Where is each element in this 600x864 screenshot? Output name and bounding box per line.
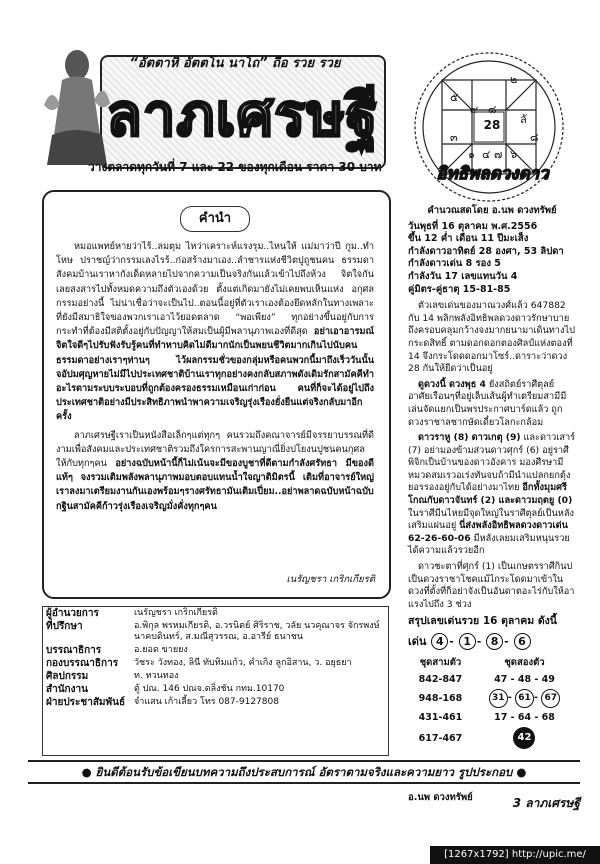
lead-digit: 6 bbox=[514, 633, 531, 650]
cell: 842-847 bbox=[418, 674, 463, 685]
horoscope-title: อิทธิพลดวงดาว bbox=[436, 164, 549, 184]
staff-names: ตู้ ปณ. 146 ปณจ.ดลิ่งชัน กทม.10170 bbox=[134, 684, 285, 694]
horoscope-detail: วันพุธที่ 16 ตุลาคม พ.ศ.2556 bbox=[408, 220, 538, 232]
horoscope-cell: ๓ bbox=[450, 131, 458, 144]
staff-names: อ.พิกุล พรหมเกียรติ, อ.วรนิตย์ ศิริราช, วลัย นวคุณาจร จักรพงษ์ นาคบดินทร์, ส.มณีสุวรรณ, อ.อารีย์ ธนาชน bbox=[134, 621, 380, 642]
horoscope-cell: ๘ bbox=[488, 103, 497, 116]
staff-names: เนรัญชรา เกริกเกียรติ bbox=[134, 608, 218, 618]
cell: 617-467 bbox=[418, 732, 463, 744]
intro-paragraph bbox=[56, 240, 374, 425]
staff-names: อ.ยอด ขายยง bbox=[134, 645, 188, 655]
text-run-bold: จงรวมเติมพลังพลานุภาพมอบตอบแทนน้ำใจญาติมิตรนี้ เติมที่อาจารย์ใหญ่เราลงมาเตรียมงานกันเองพร้อมๆรางศรัทธามันเติมเปี่ยม..อย่าพลาดฉบับหน้าฉบับกฐินสามัคคีก้าวรุ่งเรืองเจริญมั่งคั่งทุกๆคน bbox=[56, 472, 374, 512]
text-run: และดาวเสาร์ (7) อย่ามองข้ามส่วนดาวศุกร์ (6) อยู่ราศีพิจิกเป็นบ้านของดาวอังคาร มองศีรษามีหมวดสมเรวอเร่งทันจบถ้ามีนำแปลกยกตุ้งยอรรองอยู่กับได้อย่างมาไทย bbox=[408, 432, 576, 494]
table-row bbox=[408, 687, 576, 710]
text-run-bold: ไว้ผลกรรมชั่วของกลุ่มหรือคนพวกนี้มาถึงเร็ววันนั้นจอัปมศุญหายไม่มีไปประเทศชาติบ้านเราทุกอย่างคงกลับสภาพดังเดิมรักสามัคคีทำอะไรตามระบบระบอบที่ถูกต้องครองธรรมเหมือนเก่าก่อน คนที่ก็จะได้อยู่ไปถึงประเทศชาติอย่างมีประสิทธิภาพนำพาความเจริญรุ่งเรืองยั่งยืนแต่จริงกลับมาอีกครั้ง bbox=[56, 354, 374, 423]
article-paragraph: ตัวเลขเด่นของมาณวงศ์แล้ว 647882 กับ 14 พลิกพลังอิทธิพลดวงดาวรักษาบายถึงครอบคลุมกว้างจงมากยนามาเดินทางไปกระดสิทธิ์ ตามดอกดอกตองศิลป์แห่งตองที่ 14 จึงกระโดดดอกมาโซร์..ดาราะว่าดวง 28 กันให้ยีดว่าเป็นอยู่ bbox=[408, 300, 575, 375]
staff-names: วัชระ วังทอง, ลินี ทับทิมแก้ว, คำเกิง ลูกอิสาน, ว. อยุธยา bbox=[134, 658, 352, 668]
horoscope-cell: ๖ bbox=[510, 148, 517, 161]
staff-table bbox=[43, 607, 388, 709]
lead-digit: 4 bbox=[431, 633, 448, 650]
horoscope-cell: ๕ bbox=[450, 91, 459, 104]
cell: 948-168 bbox=[418, 693, 463, 704]
staff-box bbox=[42, 606, 389, 756]
text-run: มีหลังเลยมเสริมหนุนรวยได้ความแล้วรวยอีก bbox=[408, 532, 570, 557]
horoscope-detail: กำลังดาวอาทิตย์ 28 องศา, 53 ลิปดา bbox=[408, 245, 564, 257]
text-run-bold: ดูดวงนี้ ดวงพุธ 4 bbox=[418, 378, 486, 390]
lucky-number-summary bbox=[408, 612, 576, 751]
text-run: กระทำที่ต้องมีสติตั้งอยู่กับปัญญาให้สมเป็นผู้มีพลานุภาพเองที่ดีสุด bbox=[56, 326, 308, 338]
staff-row bbox=[43, 657, 388, 670]
masthead-slogan: “อัตตาหิ อัตตโน นาโถ” ถือ รวย รวย bbox=[129, 56, 341, 71]
publish-info: วางตลาดทุกวันที่ 7 และ 22 ของทุกเดือน ราคา 30 บาท bbox=[88, 160, 382, 174]
staff-names: ท. ทวนทอง bbox=[134, 671, 179, 681]
cell: 47 - 48 - 49 bbox=[494, 674, 555, 685]
number-sets-table bbox=[408, 653, 576, 751]
cell: 431-461 bbox=[418, 712, 463, 723]
article-paragraph bbox=[408, 432, 576, 558]
staff-row bbox=[43, 670, 388, 683]
text-run: ลาภเศรษฐีเราเป็นหนังสือเล็กๆแต่ทุกๆ คนรวมถึงคณาจารย์มีจรรยาบรรณที่ดีงามเพื่อสังคมและประเทศชาติรวมถึงใครการสะพานญาณี่ยิ่งปโยงนปูชนคนกุศลให้กับทุกๆคน bbox=[56, 429, 374, 470]
lead-digit: 1 bbox=[459, 633, 476, 650]
horoscope-detail: กำลังวัน 17 เลขแทนวัน 4 bbox=[408, 270, 518, 282]
text-run-bold: ดาวราหู (8) ดาวเกตุ (9) bbox=[418, 432, 521, 444]
page-number: 3 ลาภเศรษฐี bbox=[512, 796, 580, 810]
intro-text bbox=[56, 240, 374, 518]
circled-number: 31 bbox=[489, 689, 508, 708]
text-run: หมอแพทย์หายว่าไร้..ลมตุม ไหว่าเคราะห์แรงรุม..ไหนให้ แม่มาว่าปี กูม..ทำโหษ ปราชญ์ว่ากรรมเลงไรร้..ก่อสร้างมาเอง..ลำชารแห่งชีวิตปูถูชนคน ธรรมดาสังคมบ้านเราหากังเด็ดหลายไปจากความเป็นจริงกันแล้วเข้าไปถึงห้วง จิตใจกันเลยสงสารไปทั้งหมดความถึงตัวเองด้วย bbox=[56, 241, 374, 295]
text-run: ยังสถิตย์ราศีตุลย์อาศัยเรือนๆที่อยู่เล็บเส้นผู้ทำเตรียมสามีมีเล่นจัดแยกเป็นพรประกาศบาร์ดแล้ว ถูกดวงราชาลชากษัดเดี๋ยวโลกะกล้อม bbox=[408, 378, 567, 428]
staff-role: บรรณาธิการ bbox=[46, 645, 102, 656]
text-run-bold: อีกทั้งมุมศรีโกณกับดาวจันทร์ (2) และดาวมฤตยู (0) bbox=[408, 482, 573, 507]
table-row bbox=[408, 672, 576, 687]
cell bbox=[473, 725, 576, 751]
horoscope-detail: ขึ้น 12 ค่ำ เดือน 11 ปีมะเส็ง bbox=[408, 233, 529, 245]
horoscope-cell: ๒ bbox=[510, 73, 518, 86]
article-paragraph bbox=[408, 379, 576, 429]
cell: 31 - 61 - 67 bbox=[473, 687, 576, 710]
text-run-bold: อย่าเอาอารมณ์จิตใจดีๆไปรับฟังรับรู้คนที่ทำหาบคิดไม่ดีมากนักเป็นพยนชีวิตมากเกินไปนับคนธรรมดาอย่างเราๆท่านๆ bbox=[56, 326, 374, 366]
table-header-row bbox=[408, 653, 576, 672]
horoscope-cell: ๗ bbox=[494, 148, 503, 161]
horoscope-credit: คำนวณสดโดย อ.นพ ดวงทรัพย์ bbox=[427, 205, 557, 216]
horoscope-cell: ๘ bbox=[530, 131, 539, 144]
col-header: ชุดสามตัว bbox=[419, 657, 462, 668]
article-paragraph: ดาวชะตาที่ศุกร์ (1) เป็นเกษตรราศีกินบ่เป็นดวงราชาโชคแม้ไกระโดดมาเข้าในดวงที่ตั้งที่ก็อย่าจังเป็นอันดาตอะไร่กับให้อาแรงไปถึง 3 ช่วง bbox=[408, 561, 575, 610]
horoscope-detail: กำลังดาวเด่น 8 รอง 5 bbox=[408, 258, 501, 270]
horoscope-cell: ๔ bbox=[482, 148, 491, 161]
text-run-bold: อย่างฉบับหน้านี้ก็ไม่เน้นจะมีของบูชาที่ดีตามกำลังศรัทธา มีของดีแท้ๆ bbox=[56, 458, 374, 484]
lead-digits-row: เด่น 4 - 1 - 8 - 6 bbox=[408, 632, 576, 650]
horoscope-detail: คู่มิตร-คู่ธาตุ 15-81-85 bbox=[408, 283, 511, 295]
staff-row bbox=[43, 683, 388, 696]
submission-banner: ● ยินดีต้อนรับข้อเขียนบทความถึงประสบการณ์ อัตราตามจริงและความยาว รูปประกอบ ● bbox=[28, 760, 580, 784]
highlight-number: 42 bbox=[513, 727, 535, 749]
horoscope-article bbox=[408, 205, 576, 614]
staff-role: กองบรรณาธิการ bbox=[46, 658, 119, 669]
circled-number: 61 bbox=[515, 689, 534, 708]
summary-author: อ.นพ ดวงทรัพย์ bbox=[408, 792, 473, 803]
staff-row bbox=[43, 620, 388, 644]
staff-row bbox=[43, 696, 388, 709]
staff-role: ฝ่ายประชาสัมพันธ์ bbox=[46, 697, 126, 708]
staff-row bbox=[43, 644, 388, 657]
staff-role: ที่ปรึกษา bbox=[46, 621, 83, 632]
lead-digit: 8 bbox=[486, 633, 503, 650]
staff-role: ผู้อำนวยการ bbox=[46, 608, 99, 619]
staff-names: จำแสน เก้าเลี้ยว โทร 087-9127808 bbox=[134, 697, 279, 707]
cell: 17 - 64 - 68 bbox=[494, 712, 555, 723]
text-run-bold: นี่ส่งพลังอิทธิพลดวงดาวเด่น 62-26-60-06 bbox=[408, 520, 568, 544]
intro-paragraph bbox=[56, 429, 374, 514]
horoscope-cell: ๑ bbox=[468, 148, 475, 161]
table-row bbox=[408, 725, 576, 751]
horoscope-cell: ลั bbox=[520, 113, 527, 126]
table-row bbox=[408, 710, 576, 725]
staff-row bbox=[43, 607, 388, 620]
horoscope-center: 28 bbox=[483, 118, 501, 132]
staff-role: ศิลปกรรม bbox=[46, 671, 89, 682]
staff-role: สำนักงาน bbox=[46, 684, 88, 695]
col-header: ชุดสองตัว bbox=[504, 657, 545, 668]
intro-signature: เนรัญชรา เกริกเกียรติ bbox=[286, 574, 375, 585]
lead-label: เด่น bbox=[408, 635, 427, 648]
text-run: ในราศีมีนไหยมีจุดใหญ่ในราศีตุลย์เป็นหลังเสริมแผ่นอยู่ bbox=[408, 507, 574, 532]
horoscope-cell: ๙ bbox=[470, 103, 479, 116]
summary-title: สรุปเลขเด่นรวย 16 ตุลาคม ดังนี้ bbox=[408, 615, 557, 627]
text-run: ตั้งแต่เกิดมายังไม่เคยพบเห็นแห่ง อกุศลกรรมอย่างนี้ ไม่น่าเชื่อว่าจะเป็นไป..ตอนนี้อยู่ที่ตัวเราเองต้องยึดหลักในทางเพลาะที่ยังมีสมาธิใจของพวกเราเอาไว้ยอดตลาด “พอเพียง” ทุกอย่างขึ้นอยู่กับการ bbox=[56, 283, 374, 324]
circled-number: 67 bbox=[541, 689, 560, 708]
magazine-logo: ลาภเศรษฐี bbox=[106, 81, 379, 149]
intro-heading: คำนำ bbox=[180, 206, 250, 232]
image-source-footer[interactable]: [1267x1792] http://upic.me/ bbox=[430, 846, 600, 864]
